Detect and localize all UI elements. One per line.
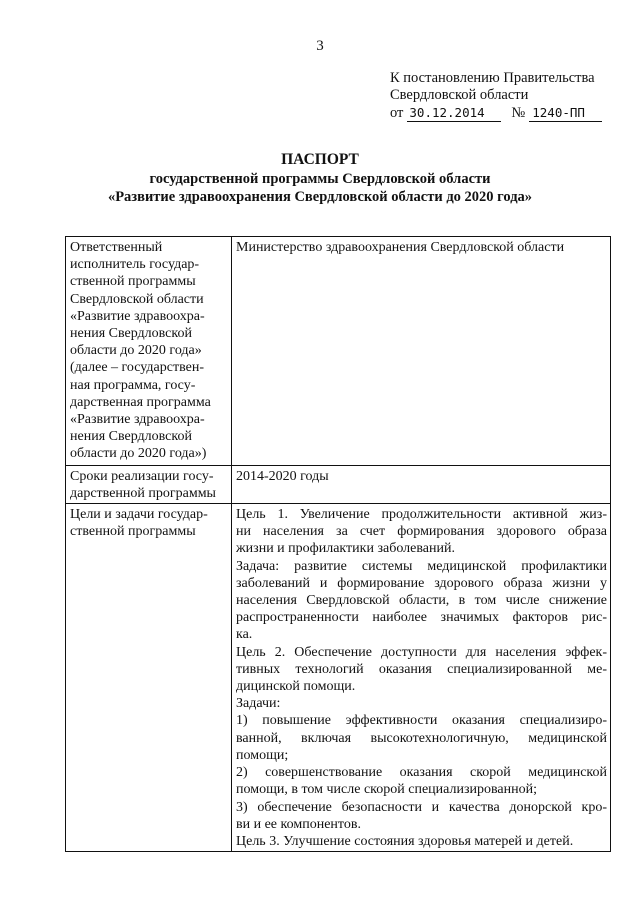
row-label-cell [66,465,232,503]
row-label-line: исполнитель государ- [70,257,200,273]
document-title [0,150,640,206]
row-label-line: Цели и задачи государ- [70,507,208,523]
title-line-1: ПАСПОРТ [281,151,359,168]
row-value-line: Цель 2. Обеспечение доступности для населения эффек- [236,644,607,660]
row-value-line: населения Свердловской области, в том числе снижение [236,593,607,609]
row-value-line: Министерство здравоохранения Свердловской области [236,240,565,255]
row-label-cell [66,504,232,852]
approval-note [390,70,602,122]
row-value-cell [232,237,611,466]
row-label-line: «Развитие здравоохра- [70,308,205,324]
row-label-line: ственной программы [70,524,196,540]
row-label-line: Сроки реализации госу- [70,468,214,484]
resolution-date: 30.12.2014 [407,104,501,122]
number-label: № [511,105,526,121]
title-line-2: государственной программы Свердловской области [149,171,491,187]
row-value-line: помощи, в том числе скорой специализированной; [236,782,537,798]
table-row [66,504,611,852]
row-value-line: Цель 3. Улучшение состояния здоровья матерей и детей. [236,833,574,849]
row-label-cell [66,237,232,466]
row-value-line: распространенности наиболее значимых факторов рис- [236,610,607,626]
resolution-number: 1240-ПП [529,104,602,122]
row-value-line: ка. [236,627,253,643]
row-label-line: Свердловской области [70,291,204,307]
row-value-line: 3) обеспечение безопасности и качества донорской кро- [236,799,607,815]
row-value-line: 1) повышение эффективности оказания специализиро- [236,713,607,729]
row-label-line: дарственная программа [70,394,211,410]
page-number: 3 [316,38,324,54]
row-label-line: дарственной программы [70,485,216,501]
row-value-cell [232,504,611,852]
row-value-line: заболеваний и формирование здорового образа жизни у [236,575,607,591]
row-label-line: области до 2020 года») [70,446,207,462]
approval-line-2: Свердловской области [390,87,529,103]
row-value-line: помощи; [236,747,289,763]
row-value-line: Цель 1. Увеличение продолжительности активной жиз- [236,507,607,523]
from-label: от [390,105,404,121]
row-label-line: (далее – государствен- [70,360,204,376]
row-value-line: ванной, включая высокотехнологичную, медицинской [236,730,607,746]
table-row [66,465,611,503]
row-value-line: 2014-2020 годы [236,468,329,484]
row-value-line: дицинской помощи. [236,679,356,695]
row-value-line: тивных технологий оказания специализированной ме- [236,661,607,677]
table-row [66,237,611,466]
title-line-3: «Развитие здравоохранения Свердловской области до 2020 года» [107,189,533,205]
row-value-line: ви и ее компонентов. [236,816,361,832]
row-label-line: ственной программы [70,274,196,290]
row-value-line: Задача: развитие системы медицинской профилактики [236,558,607,574]
row-label-line: ная программа, госу- [70,377,196,393]
approval-line-1: К постановлению Правительства [390,70,595,86]
approval-date-row [390,104,602,122]
passport-table [65,236,611,852]
row-value-cell [232,465,611,503]
row-label-line: нения Свердловской [70,429,192,445]
row-label-line: области до 2020 года» [70,343,202,359]
row-value-line: 2) совершенствование оказания скорой медицинской [236,765,607,781]
row-label-line: «Развитие здравоохра- [70,412,205,428]
row-value-line: Задачи: [236,696,281,712]
row-label-line: Ответственный [70,240,163,255]
row-value-line: жизни и профилактики заболеваний. [236,541,455,557]
row-value-line: ни населения за счет формирования здорового образа [236,524,607,540]
row-label-line: нения Свердловской [70,326,192,342]
